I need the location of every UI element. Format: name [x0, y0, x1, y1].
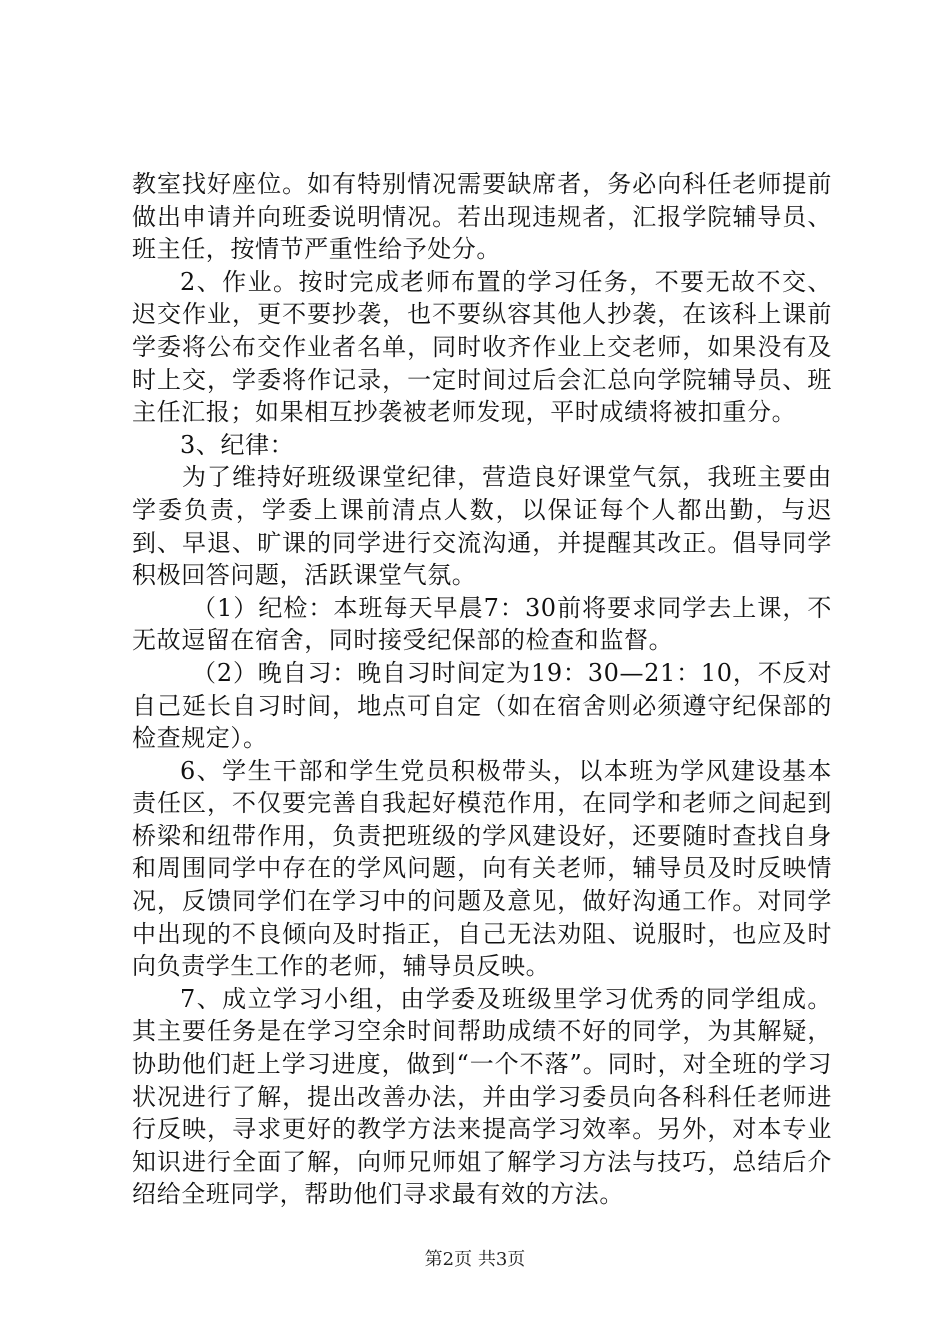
paragraph-evening-study: （2）晚自习：晚自习时间定为19：30—21：10，不反对自己延长自习时间，地点可自定（如在宿舍则必须遵守纪保部的检查规定）。	[132, 658, 832, 753]
paragraph-discipline-body: 为了维持好班级课堂纪律，营造良好课堂气氛，我班主要由学委负责，学委上课前清点人数，以保证每个人都出勤，与迟到、早退、旷课的同学进行交流沟通，并提醒其改正。倡导同学积极回答问题，活跃课堂气氛。	[132, 463, 832, 590]
paragraph-morning-check: （1）纪检：本班每天早晨7：30前将要求同学去上课，不无故逗留在宿舍，同时接受纪保部的检查和监督。	[132, 593, 832, 655]
paragraph-homework: 2、作业。按时完成老师布置的学习任务，不要无故不交、迟交作业，更不要抄袭，也不要纵容其他人抄袭，在该科上课前学委将公布交作业者名单，同时收齐作业上交老师，如果没有及时上交，学委将作记录，一定时间过后会汇总向学院辅导员、班主任汇报；如果相互抄袭被老师发现，平时成绩将被扣重分。	[132, 267, 832, 427]
paragraph-discipline-heading: 3、纪律：	[180, 430, 295, 459]
page-number-footer: 第2页 共3页	[424, 1249, 526, 1270]
paragraph-cadres: 6、学生干部和学生党员积极带头，以本班为学风建设基本责任区，不仅要完善自我起好模范作用，在同学和老师之间起到桥梁和纽带作用，负责把班级的学风建设好，还要随时查找自身和周围同学中存在的学风问题，向有关老师，辅导员及时反映情况，反馈同学们在学习中的问题及意见，做好沟通工作。对同学中出现的不良倾向及时指正，自己无法劝阻、说服时，也应及时向负责学生工作的老师，辅导员反映。	[132, 756, 832, 981]
paragraph-study-group: 7、成立学习小组，由学委及班级里学习优秀的同学组成。其主要任务是在学习空余时间帮助成绩不好的同学，为其解疑，协助他们赶上学习进度，做到“一个不落”。同时，对全班的学习状况进行了解，提出改善办法，并由学习委员向各科科任老师进行反映，寻求更好的教学方法来提高学习效率。另外，对本专业知识进行全面了解，向师兄师姐了解学习方法与技巧，总结后介绍给全班同学，帮助他们寻求最有效的方法。	[132, 984, 832, 1209]
document-body	[132, 168, 832, 1211]
paragraph-continued: 教室找好座位。如有特别情况需要缺席者，务必向科任老师提前做出申请并向班委说明情况。若出现违规者，汇报学院辅导员、班主任，按情节严重性给予处分。	[132, 170, 832, 264]
